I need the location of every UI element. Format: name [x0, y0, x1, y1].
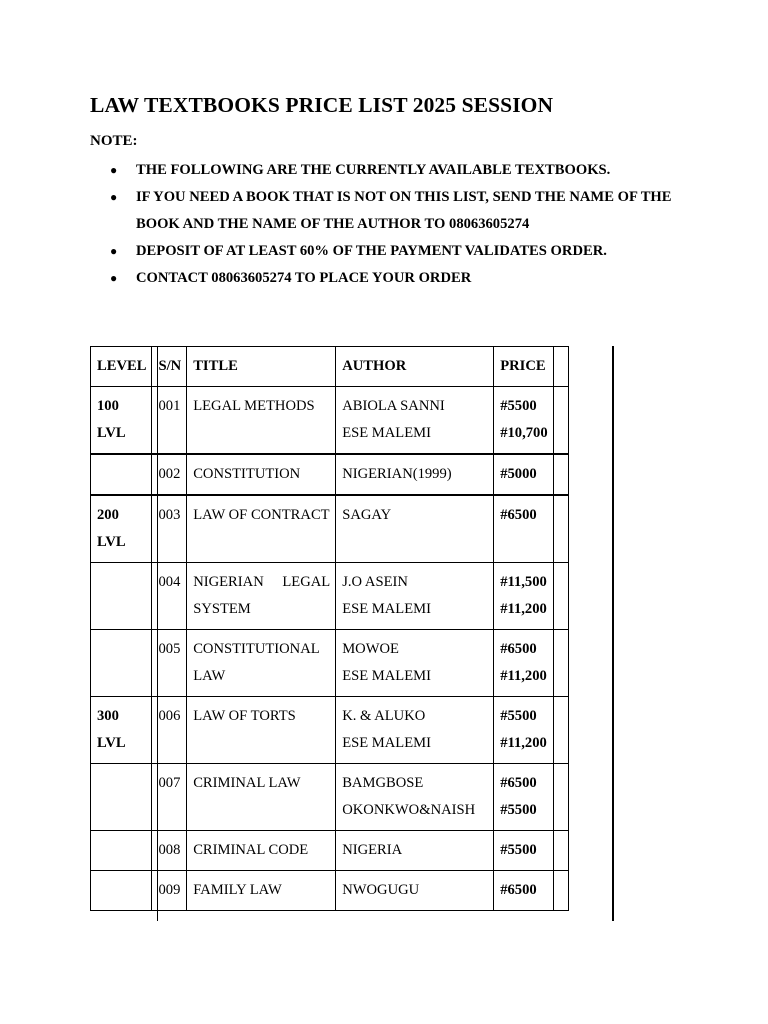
price-line: #11,500	[500, 574, 547, 590]
title-cell	[187, 495, 336, 563]
header-sn: S/N	[152, 347, 187, 387]
author-cell	[336, 454, 494, 495]
blank-cell	[553, 764, 568, 831]
price-line: #5500	[500, 398, 537, 414]
table-row	[91, 871, 569, 911]
table-row	[91, 454, 569, 495]
price-line: #11,200	[500, 601, 547, 617]
title-line: CONSTITUTION	[193, 466, 301, 482]
price-cell	[494, 697, 553, 764]
author-line: ESE MALEMI	[342, 668, 431, 684]
page-title: LAW TEXTBOOKS PRICE LIST 2025 SESSION	[90, 93, 554, 117]
author-cell	[336, 563, 494, 630]
title-line: LEGAL METHODS	[193, 398, 315, 414]
price-cell	[494, 831, 553, 871]
note-text: DEPOSIT OF AT LEAST 60% OF THE PAYMENT VALIDATES ORDER.	[136, 243, 607, 259]
title-line: LAW OF TORTS	[193, 708, 296, 724]
author-line: SAGAY	[342, 507, 392, 523]
blank-cell	[553, 454, 568, 495]
title-cell	[187, 630, 336, 697]
price-cell	[494, 764, 553, 831]
price-line: #11,200	[500, 668, 547, 684]
title-word: NIGERIAN	[193, 574, 264, 590]
level-unit: LVL	[97, 735, 126, 751]
blank-cell	[553, 831, 568, 871]
blank-cell	[553, 630, 568, 697]
author-line: NIGERIA	[342, 842, 403, 858]
author-line: ESE MALEMI	[342, 735, 431, 751]
bullet-icon: ●	[110, 271, 118, 285]
author-line: MOWOE	[342, 641, 399, 657]
title-line: CRIMINAL CODE	[193, 842, 309, 858]
note-item	[110, 265, 690, 292]
note-item	[110, 238, 690, 265]
level-cell	[91, 630, 152, 697]
sn-cell: 006	[152, 697, 187, 764]
table-row	[91, 831, 569, 871]
price-cell	[494, 387, 553, 455]
level-cell	[91, 563, 152, 630]
note-text: CONTACT 08063605274 TO PLACE YOUR ORDER	[136, 270, 472, 286]
author-line: ESE MALEMI	[342, 425, 431, 441]
author-line: NIGERIAN(1999)	[342, 466, 452, 482]
sn-cell: 005	[152, 630, 187, 697]
title-word: LEGAL	[282, 574, 331, 590]
table-row	[91, 630, 569, 697]
author-cell	[336, 764, 494, 831]
price-cell	[494, 495, 553, 563]
title-cell	[187, 387, 336, 455]
author-line: ABIOLA SANNI	[342, 398, 445, 414]
blank-cell	[553, 495, 568, 563]
level-number: 300	[97, 708, 119, 724]
author-cell	[336, 831, 494, 871]
title-cell	[187, 563, 336, 630]
level-number: 200	[97, 507, 119, 523]
level-number: 100	[97, 398, 119, 414]
title-cell	[187, 831, 336, 871]
title-line: CONSTITUTIONAL	[193, 641, 320, 657]
author-line: ESE MALEMI	[342, 601, 431, 617]
bullet-icon: ●	[110, 244, 118, 258]
level-cell	[91, 495, 152, 563]
title-cell	[187, 697, 336, 764]
table-level-divider	[157, 346, 158, 921]
author-line: K. & ALUKO	[342, 708, 426, 724]
title-cell	[187, 454, 336, 495]
sn-cell: 007	[152, 764, 187, 831]
header-level: LEVEL	[91, 347, 152, 387]
note-label: NOTE:	[90, 133, 138, 149]
price-line: #5500	[500, 708, 537, 724]
level-cell	[91, 387, 152, 455]
bullet-icon: ●	[110, 163, 118, 177]
title-line: LAW OF CONTRACT	[193, 507, 330, 523]
table-row	[91, 495, 569, 563]
author-cell	[336, 495, 494, 563]
price-line: #6500	[500, 882, 537, 898]
blank-cell	[553, 697, 568, 764]
table-row	[91, 563, 569, 630]
author-line: BAMGBOSE	[342, 775, 424, 791]
price-cell	[494, 563, 553, 630]
level-cell	[91, 454, 152, 495]
blank-cell	[553, 871, 568, 911]
sn-cell: 004	[152, 563, 187, 630]
note-item	[110, 184, 690, 238]
sn-cell: 002	[152, 454, 187, 495]
author-cell	[336, 630, 494, 697]
level-cell	[91, 871, 152, 911]
sn-cell: 003	[152, 495, 187, 563]
title-line	[193, 569, 330, 596]
price-line: #11,200	[500, 735, 547, 751]
author-line: OKONKWO&NAISH	[342, 802, 476, 818]
header-price: PRICE	[494, 347, 553, 387]
level-cell	[91, 764, 152, 831]
price-line: #10,700	[500, 425, 548, 441]
price-line: #6500	[500, 507, 537, 523]
author-line: NWOGUGU	[342, 882, 420, 898]
title-line: LAW	[193, 668, 226, 684]
price-line: #6500	[500, 775, 537, 791]
table-row	[91, 697, 569, 764]
header-title: TITLE	[187, 347, 336, 387]
price-line: #5500	[500, 842, 537, 858]
note-list	[110, 157, 690, 292]
author-cell	[336, 871, 494, 911]
blank-cell	[553, 563, 568, 630]
author-line: J.O ASEIN	[342, 574, 408, 590]
title-line: CRIMINAL LAW	[193, 775, 301, 791]
level-unit: LVL	[97, 534, 126, 550]
price-cell	[494, 454, 553, 495]
header-author: AUTHOR	[336, 347, 494, 387]
sn-cell: 009	[152, 871, 187, 911]
title-line: FAMILY LAW	[193, 882, 282, 898]
note-text: THE FOLLOWING ARE THE CURRENTLY AVAILABLE TEXTBOOKS.	[136, 162, 611, 178]
price-cell	[494, 630, 553, 697]
price-line: #6500	[500, 641, 537, 657]
price-cell	[494, 871, 553, 911]
title-cell	[187, 871, 336, 911]
note-item	[110, 157, 690, 184]
sn-cell: 001	[152, 387, 187, 455]
author-cell	[336, 387, 494, 455]
table-right-edge	[612, 346, 614, 921]
blank-cell	[553, 387, 568, 455]
note-text: IF YOU NEED A BOOK THAT IS NOT ON THIS LIST, SEND THE NAME OF THE BOOK AND THE NAME OF THE AUTHOR TO 08063605274	[136, 189, 672, 232]
author-cell	[336, 697, 494, 764]
table-header-row	[91, 347, 569, 387]
level-unit: LVL	[97, 425, 126, 441]
price-line: #5000	[500, 466, 537, 482]
header-blank	[553, 347, 568, 387]
sn-cell: 008	[152, 831, 187, 871]
title-line: SYSTEM	[193, 601, 251, 617]
price-table	[90, 346, 569, 911]
level-cell	[91, 831, 152, 871]
table-row	[91, 387, 569, 455]
level-cell	[91, 697, 152, 764]
bullet-icon: ●	[110, 190, 118, 204]
title-cell	[187, 764, 336, 831]
price-line: #5500	[500, 802, 537, 818]
table-row	[91, 764, 569, 831]
